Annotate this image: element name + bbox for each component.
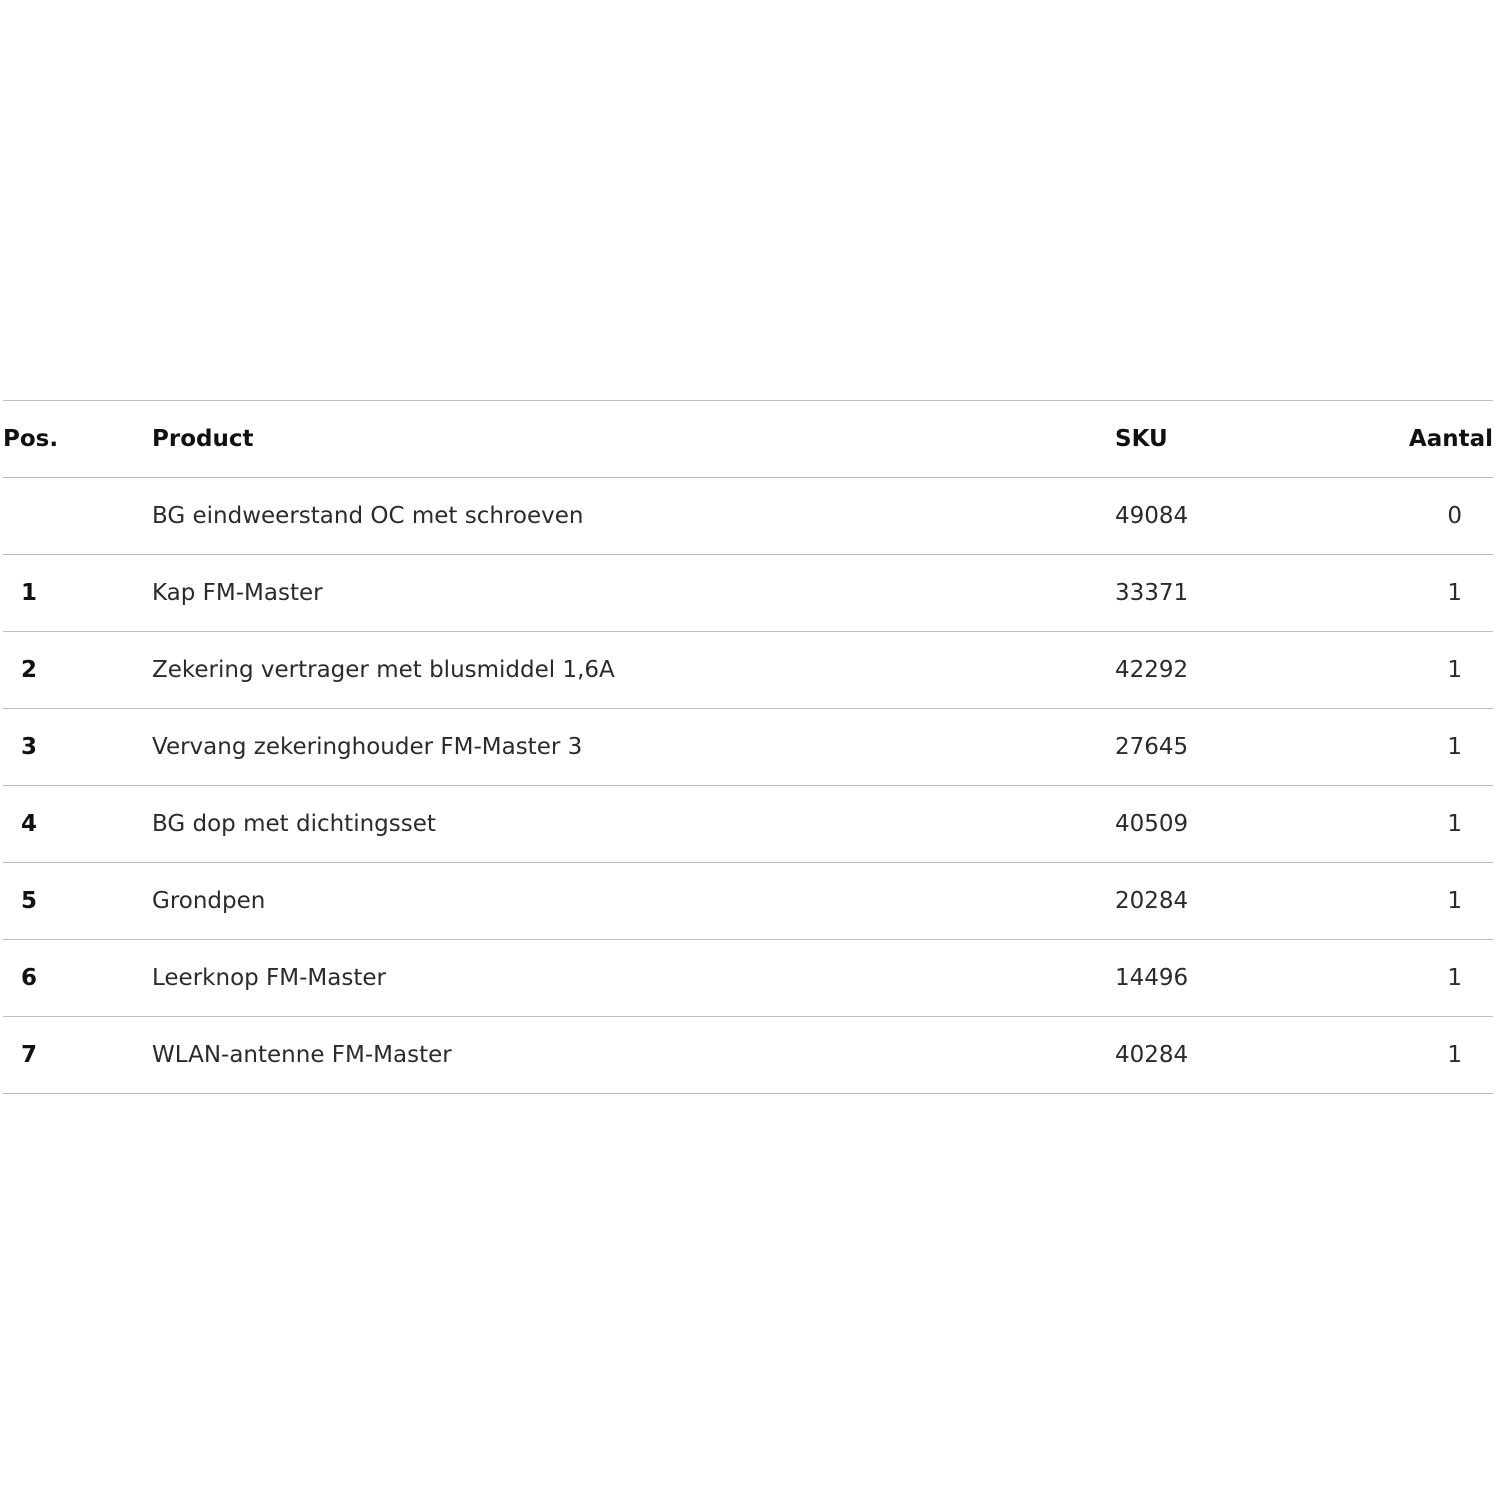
cell-sku: 42292 <box>1115 632 1345 709</box>
table-row <box>3 555 1493 632</box>
cell-sku: 40509 <box>1115 786 1345 863</box>
cell-sku: 33371 <box>1115 555 1345 632</box>
table-row <box>3 863 1493 940</box>
cell-product: BG dop met dichtingsset <box>152 786 1115 863</box>
cell-aantal: 1 <box>1345 786 1493 863</box>
cell-pos: 5 <box>3 863 152 940</box>
cell-product: WLAN-antenne FM-Master <box>152 1017 1115 1094</box>
cell-sku: 40284 <box>1115 1017 1345 1094</box>
header-pos: Pos. <box>3 401 152 478</box>
parts-table <box>3 400 1493 1094</box>
cell-product: BG eindweerstand OC met schroeven <box>152 478 1115 555</box>
cell-pos: 1 <box>3 555 152 632</box>
cell-aantal: 1 <box>1345 940 1493 1017</box>
cell-pos: 7 <box>3 1017 152 1094</box>
cell-pos: 6 <box>3 940 152 1017</box>
table-row <box>3 478 1493 555</box>
cell-aantal: 1 <box>1345 1017 1493 1094</box>
cell-sku: 49084 <box>1115 478 1345 555</box>
cell-pos: 4 <box>3 786 152 863</box>
cell-sku: 27645 <box>1115 709 1345 786</box>
cell-product: Vervang zekeringhouder FM-Master 3 <box>152 709 1115 786</box>
header-aantal: Aantal <box>1345 401 1493 478</box>
header-product: Product <box>152 401 1115 478</box>
table-row <box>3 709 1493 786</box>
table-row <box>3 786 1493 863</box>
cell-aantal: 1 <box>1345 555 1493 632</box>
cell-sku: 14496 <box>1115 940 1345 1017</box>
cell-pos: 2 <box>3 632 152 709</box>
cell-aantal: 0 <box>1345 478 1493 555</box>
header-row <box>3 401 1493 478</box>
table-row <box>3 632 1493 709</box>
cell-aantal: 1 <box>1345 632 1493 709</box>
table-row <box>3 940 1493 1017</box>
cell-pos <box>3 478 152 555</box>
cell-aantal: 1 <box>1345 863 1493 940</box>
cell-product: Grondpen <box>152 863 1115 940</box>
cell-pos: 3 <box>3 709 152 786</box>
table-body <box>3 478 1493 1094</box>
table-header <box>3 401 1493 478</box>
cell-product: Zekering vertrager met blusmiddel 1,6A <box>152 632 1115 709</box>
table-row <box>3 1017 1493 1094</box>
header-sku: SKU <box>1115 401 1345 478</box>
cell-product: Leerknop FM-Master <box>152 940 1115 1017</box>
cell-aantal: 1 <box>1345 709 1493 786</box>
cell-sku: 20284 <box>1115 863 1345 940</box>
cell-product: Kap FM-Master <box>152 555 1115 632</box>
